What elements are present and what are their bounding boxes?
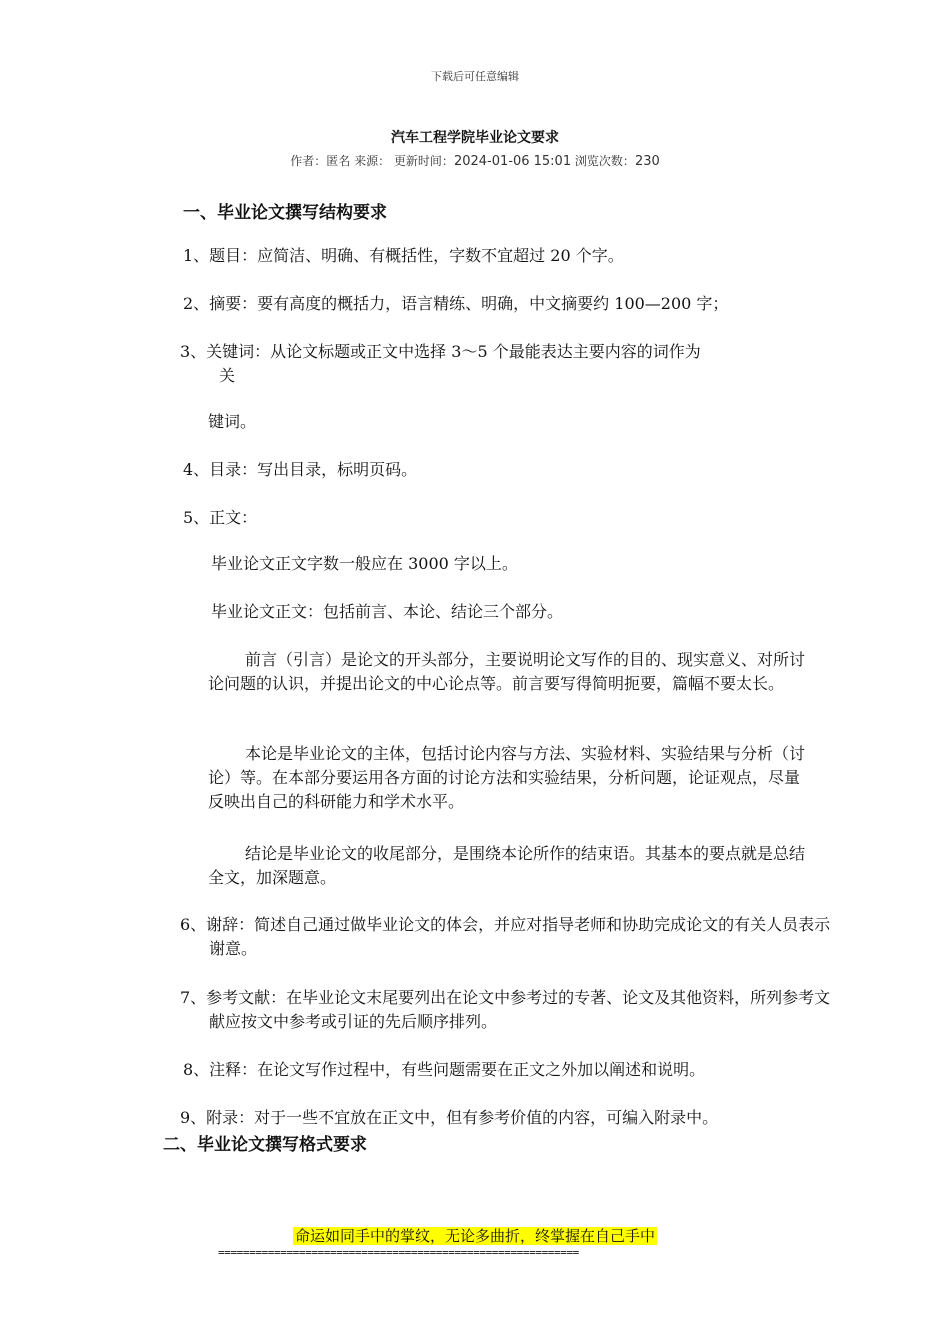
- page-title: 汽车工程学院毕业论文要求: [391, 130, 559, 146]
- section-heading-structure: 一、毕业论文撰写结构要求: [183, 203, 387, 223]
- item-acknowledgement: 6、谢辞：简述自己通过做毕业论文的体会，并应对指导老师和协助完成论文的有关人员表示谢意。: [180, 915, 831, 958]
- item-toc: 4、目录：写出目录，标明页码。: [183, 460, 418, 479]
- main-paragraph: 本论是毕业论文的主体，包括讨论内容与方法、实验材料、实验结果与分析（讨论）等。在本部分要运用各方面的讨论方法和实验结果，分析问题，论证观点，尽量反映出自己的科研能力和学术水平。: [208, 744, 806, 811]
- item-keywords-line1: 3、关键词：从论文标题或正文中选择 3～5 个最能表达主要内容的词作为: [180, 342, 701, 361]
- author-label: 作者：匿名: [290, 154, 351, 168]
- article-meta: [0, 152, 950, 169]
- item-body: 5、正文：: [183, 508, 258, 527]
- body-length: 毕业论文正文字数一般应在 3000 字以上。: [211, 554, 518, 573]
- header-note: 下载后可任意编辑: [431, 70, 519, 83]
- item-appendix: 9、附录：对于一些不宜放在正文中，但有参考价值的内容，可编入附录中。: [180, 1108, 719, 1127]
- updated-value: 2024-01-06 15:01: [453, 154, 572, 169]
- views-label: 浏览次数：: [574, 154, 635, 168]
- item-title: 1、题目：应简洁、明确、有概括性，字数不宜超过 20 个字。: [183, 246, 624, 265]
- conclusion-paragraph: 结论是毕业论文的收尾部分，是围绕本论所作的结束语。其基本的要点就是总结全文，加深题意。: [208, 844, 806, 887]
- item-keywords-line3: 键词。: [208, 412, 257, 431]
- section-heading-format: 二、毕业论文撰写格式要求: [163, 1135, 367, 1155]
- item-keywords-line2: 关: [219, 366, 236, 385]
- updated-label: 更新时间：: [393, 154, 454, 168]
- item-abstract: 2、摘要：要有高度的概括力，语言精练、明确，中文摘要约 100—200 字；: [183, 294, 729, 313]
- item-references: 7、参考文献：在毕业论文末尾要列出在论文中参考过的专著、论文及其他资料，所列参考文献应按文中参考或引证的先后顺序排列。: [180, 988, 831, 1031]
- item-notes: 8、注释：在论文写作过程中，有些问题需要在正文之外加以阐述和说明。: [183, 1060, 706, 1079]
- footer-rule: ==========================================================: [218, 1246, 579, 1259]
- body-parts: 毕业论文正文：包括前言、本论、结论三个部分。: [211, 602, 564, 621]
- views-value: 230: [634, 154, 660, 169]
- intro-paragraph: 前言（引言）是论文的开头部分，主要说明论文写作的目的、现实意义、对所讨论问题的认识，并提出论文的中心论点等。前言要写得简明扼要，篇幅不要太长。: [208, 650, 806, 693]
- footer-quote: [0, 1225, 950, 1246]
- source-label: 来源：: [354, 154, 391, 168]
- footer-quote-text: 命运如同手中的掌纹，无论多曲折，终掌握在自己手中: [294, 1227, 655, 1245]
